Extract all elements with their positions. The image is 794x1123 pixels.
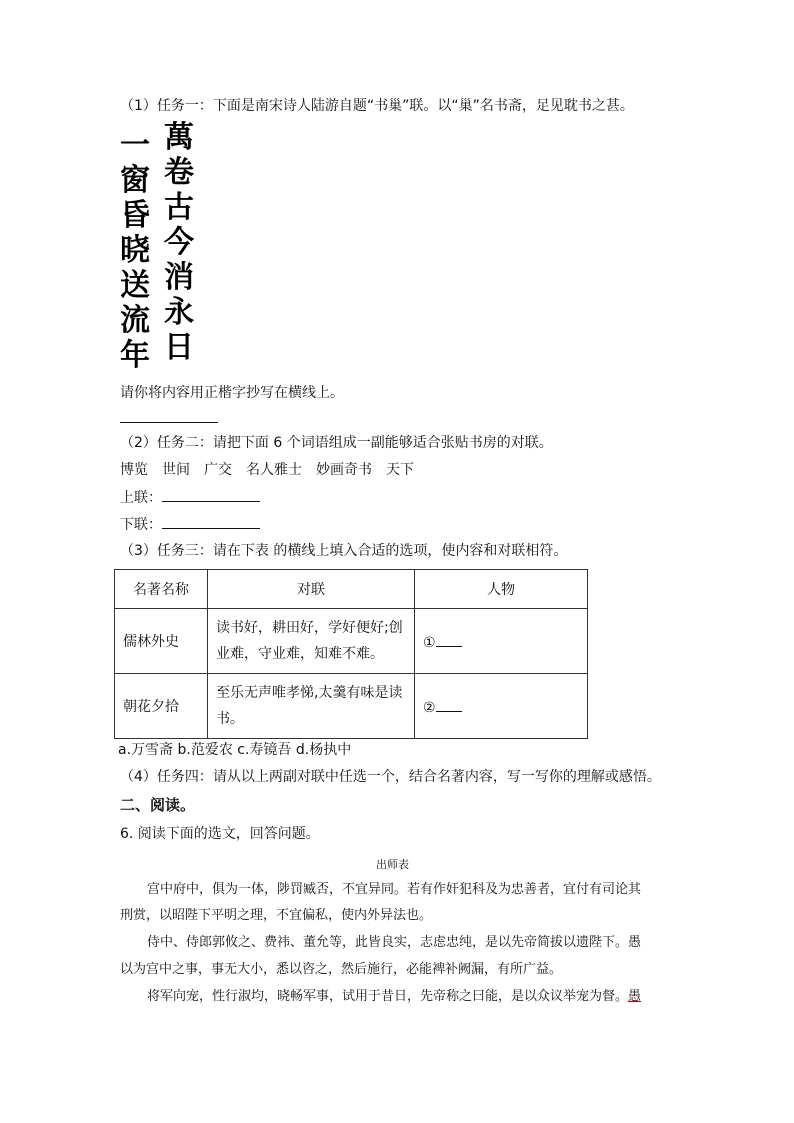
- essay-text-marked: 愚: [628, 989, 642, 1004]
- word-item: 妙画奇书: [316, 462, 372, 478]
- person-answer-blank[interactable]: [436, 697, 462, 712]
- person-answer-blank[interactable]: [436, 632, 462, 647]
- task2-word-list: [120, 460, 414, 480]
- table-header-cell: 人物: [415, 570, 588, 609]
- task4-intro: （4）任务四：请从以上两副对联中任选一个，结合名著内容，写一写你的理解或感悟。: [120, 769, 661, 785]
- section-heading: 二、阅读。: [120, 796, 196, 814]
- person-marker: ①: [423, 634, 436, 651]
- essay-paragraph-line: [147, 987, 641, 1007]
- table-header-row: [115, 570, 588, 609]
- lower-couplet-label: 下联：: [120, 517, 162, 533]
- couplet-char: 流: [120, 303, 150, 338]
- couplet-left-column: [120, 128, 150, 373]
- couplet-right-column: [164, 120, 194, 365]
- task1-intro: （1）任务一：下面是南宋诗人陆游自题“书巢”联。以“巢”名书斋，足见耽书之甚。: [120, 98, 634, 114]
- word-item: 名人雅士: [246, 462, 302, 478]
- couplet-cell: [208, 609, 415, 674]
- upper-couplet-label: 上联：: [120, 490, 162, 506]
- couplet-char: 卷: [164, 155, 194, 190]
- book-title-cell: 朝花夕拾: [115, 674, 208, 739]
- table-header-cell: 名著名称: [115, 570, 208, 609]
- essay-paragraph-line: 宫中府中，俱为一体，陟罚臧否，不宜异同。若有作奸犯科及为忠善者，宜付有司论其: [147, 882, 642, 897]
- upper-couplet-blank[interactable]: [162, 487, 260, 502]
- upper-couplet-row: [120, 487, 260, 508]
- word-item: 博览: [120, 462, 148, 478]
- essay-text: 将军向宠，性行淑均，晓畅军事，试用于昔日，先帝称之曰能，是以众议举宠为督。: [147, 989, 629, 1004]
- answer-line[interactable]: [120, 422, 218, 423]
- couplet-char: 送: [120, 268, 150, 303]
- couplet-char: 萬: [164, 120, 194, 155]
- couplet-char: 年: [120, 338, 150, 373]
- word-item: 天下: [386, 462, 414, 478]
- task3-options: a.万雪斋 b.范爱农 c.寿镜吾 d.杨执中: [118, 742, 352, 758]
- task2-intro: （2）任务二：请把下面 6 个词语组成一副能够适合张贴书房的对联。: [120, 435, 553, 451]
- couplet-char: 一: [120, 128, 150, 163]
- table-row: [115, 674, 588, 739]
- question6-prompt: 6. 阅读下面的选文，回答问题。: [120, 826, 320, 842]
- word-item: 世间: [162, 462, 190, 478]
- couplet-text: 至乐无声唯孝悌,太羹有味是读书。: [216, 685, 403, 727]
- lower-couplet-blank[interactable]: [162, 514, 260, 529]
- couplet-char: 古: [164, 190, 194, 225]
- person-marker: ②: [423, 699, 436, 716]
- couplet-char: 晓: [120, 233, 150, 268]
- person-cell: [415, 609, 588, 674]
- task1-instruction: 请你将内容用正楷字抄写在横线上。: [120, 385, 344, 401]
- couplet-cell: [208, 674, 415, 739]
- couplet-char: 日: [164, 330, 194, 365]
- table-header-cell: 对联: [208, 570, 415, 609]
- couplet-char: 消: [164, 260, 194, 295]
- lower-couplet-row: [120, 514, 260, 535]
- essay-paragraph-line: 以为宫中之事，事无大小，悉以咨之，然后施行，必能裨补阙漏，有所广益。: [120, 962, 563, 977]
- book-title-cell: 儒林外史: [115, 609, 208, 674]
- task3-intro: （3）任务三：请在下表 的横线上填入合适的选项，使内容和对联相符。: [120, 543, 568, 559]
- couplet-text: 读书好，耕田好，学好便好;创业难，守业难，知难不难。: [216, 620, 403, 662]
- table-row: [115, 609, 588, 674]
- word-item: 广交: [204, 462, 232, 478]
- essay-paragraph-line: 侍中、侍郎郭攸之、费祎、董允等，此皆良实，志虑忠纯，是以先帝简拔以遗陛下。愚: [147, 935, 642, 950]
- couplet-char: 永: [164, 295, 194, 330]
- essay-paragraph-line: 刑赏，以昭陛下平明之理，不宜偏私，使内外异法也。: [120, 908, 433, 923]
- couplet-char: 昏: [120, 198, 150, 233]
- novel-table: [114, 569, 588, 739]
- essay-title: 出师表: [376, 858, 409, 871]
- couplet-char: 窗: [120, 163, 150, 198]
- person-cell: [415, 674, 588, 739]
- couplet-char: 今: [164, 225, 194, 260]
